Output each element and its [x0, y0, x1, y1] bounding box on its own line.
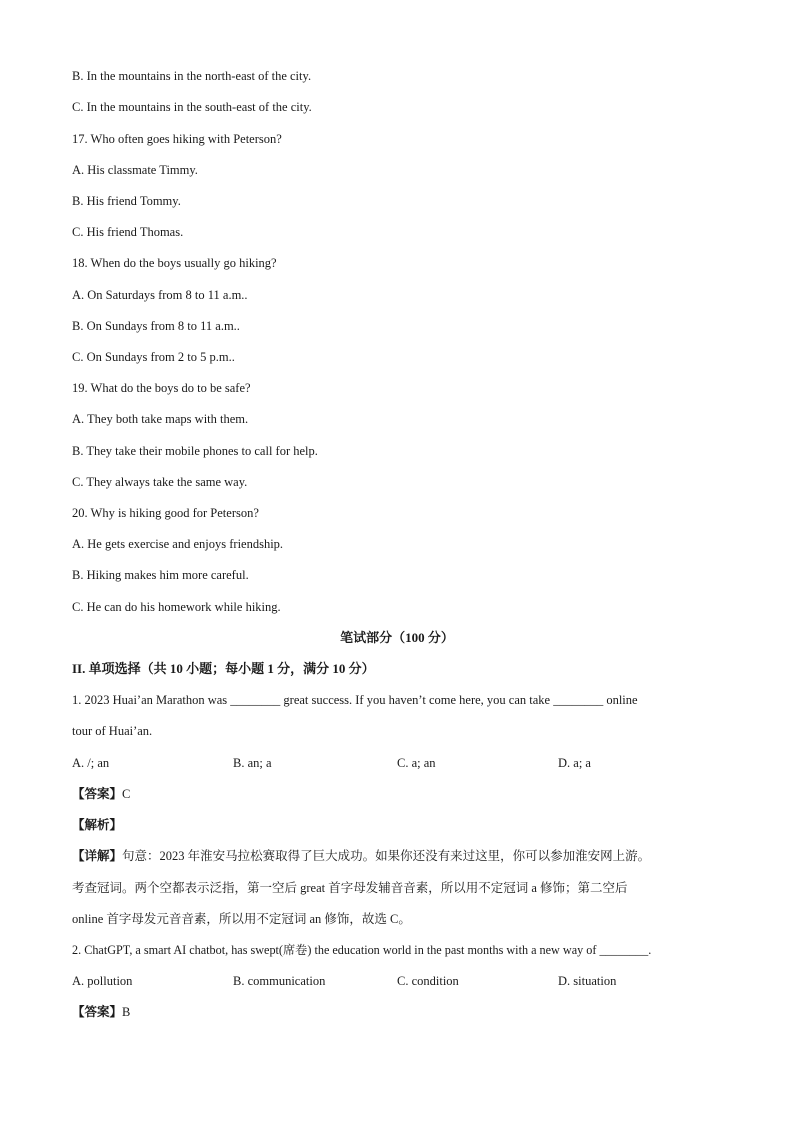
question-line: tour of Huai’an. — [72, 724, 153, 738]
option-d: D. a; a — [558, 756, 591, 770]
option-line: A. His classmate Timmy. — [72, 163, 198, 177]
analysis-label: 【解析】 — [72, 818, 123, 832]
option-b: B. an; a — [233, 756, 272, 770]
option-d: D. situation — [558, 974, 617, 988]
question-line: 1. 2023 Huai’an Marathon was ________ great success. If you haven’t come here, you can take ________ online — [72, 693, 638, 707]
detail-label: 【详解】 — [72, 849, 123, 863]
option-a: A. pollution — [72, 974, 133, 988]
analysis-line — [72, 816, 734, 834]
option-b: B. communication — [233, 974, 326, 988]
option-line: A. He gets exercise and enjoys friendship. — [72, 537, 284, 551]
question-line: 19. What do the boys do to be safe? — [72, 381, 251, 395]
question-line: 20. Why is hiking good for Peterson? — [72, 506, 259, 520]
detail-line: online 首字母发元音音素，所以用不定冠词 an 修饰，故选 C。 — [72, 912, 411, 926]
option-line: B. In the mountains in the north-east of the city. — [72, 69, 312, 83]
answer-line — [72, 785, 734, 803]
option-line: C. He can do his homework while hiking. — [72, 600, 281, 614]
section-heading: II. 单项选择（共 10 小题；每小题 1 分，满分 10 分） — [72, 661, 375, 676]
option-a: A. /; an — [72, 756, 110, 770]
question-line: 17. Who often goes hiking with Peterson? — [72, 132, 282, 146]
option-line: C. In the mountains in the south-east of the city. — [72, 100, 312, 114]
detail-line: 考查冠词。两个空都表示泛指，第一空后 great 首字母发辅音音素，所以用不定冠词 a 修饰；第二空后 — [72, 881, 628, 895]
question-line: 2. ChatGPT, a smart AI chatbot, has swept(席卷) the education world in the past months with a new way of ________. — [72, 943, 652, 957]
answer-line — [72, 1003, 734, 1021]
answer-label: 【答案】 — [72, 1005, 123, 1019]
option-line: A. On Saturdays from 8 to 11 a.m.. — [72, 288, 248, 302]
written-section-title: 笔试部分（100 分） — [340, 630, 454, 645]
option-c: C. a; an — [397, 756, 436, 770]
answer-value: C — [122, 787, 131, 801]
option-line: C. On Sundays from 2 to 5 p.m.. — [72, 350, 235, 364]
option-line: A. They both take maps with them. — [72, 412, 249, 426]
answer-value: B — [122, 1005, 131, 1019]
option-c: C. condition — [397, 974, 459, 988]
options-row — [72, 754, 734, 772]
option-line: B. Hiking makes him more careful. — [72, 568, 249, 582]
options-row — [72, 972, 734, 990]
option-line: C. His friend Thomas. — [72, 225, 184, 239]
answer-label: 【答案】 — [72, 787, 123, 801]
detail-line — [72, 847, 734, 865]
option-line: B. They take their mobile phones to call for help. — [72, 444, 318, 458]
option-line: C. They always take the same way. — [72, 475, 248, 489]
detail-text: 句意：2023 年淮安马拉松赛取得了巨大成功。如果你还没有来过这里，你可以参加淮安网上游。 — [122, 849, 651, 863]
question-line: 18. When do the boys usually go hiking? — [72, 256, 277, 270]
option-line: B. His friend Tommy. — [72, 194, 181, 208]
option-line: B. On Sundays from 8 to 11 a.m.. — [72, 319, 240, 333]
